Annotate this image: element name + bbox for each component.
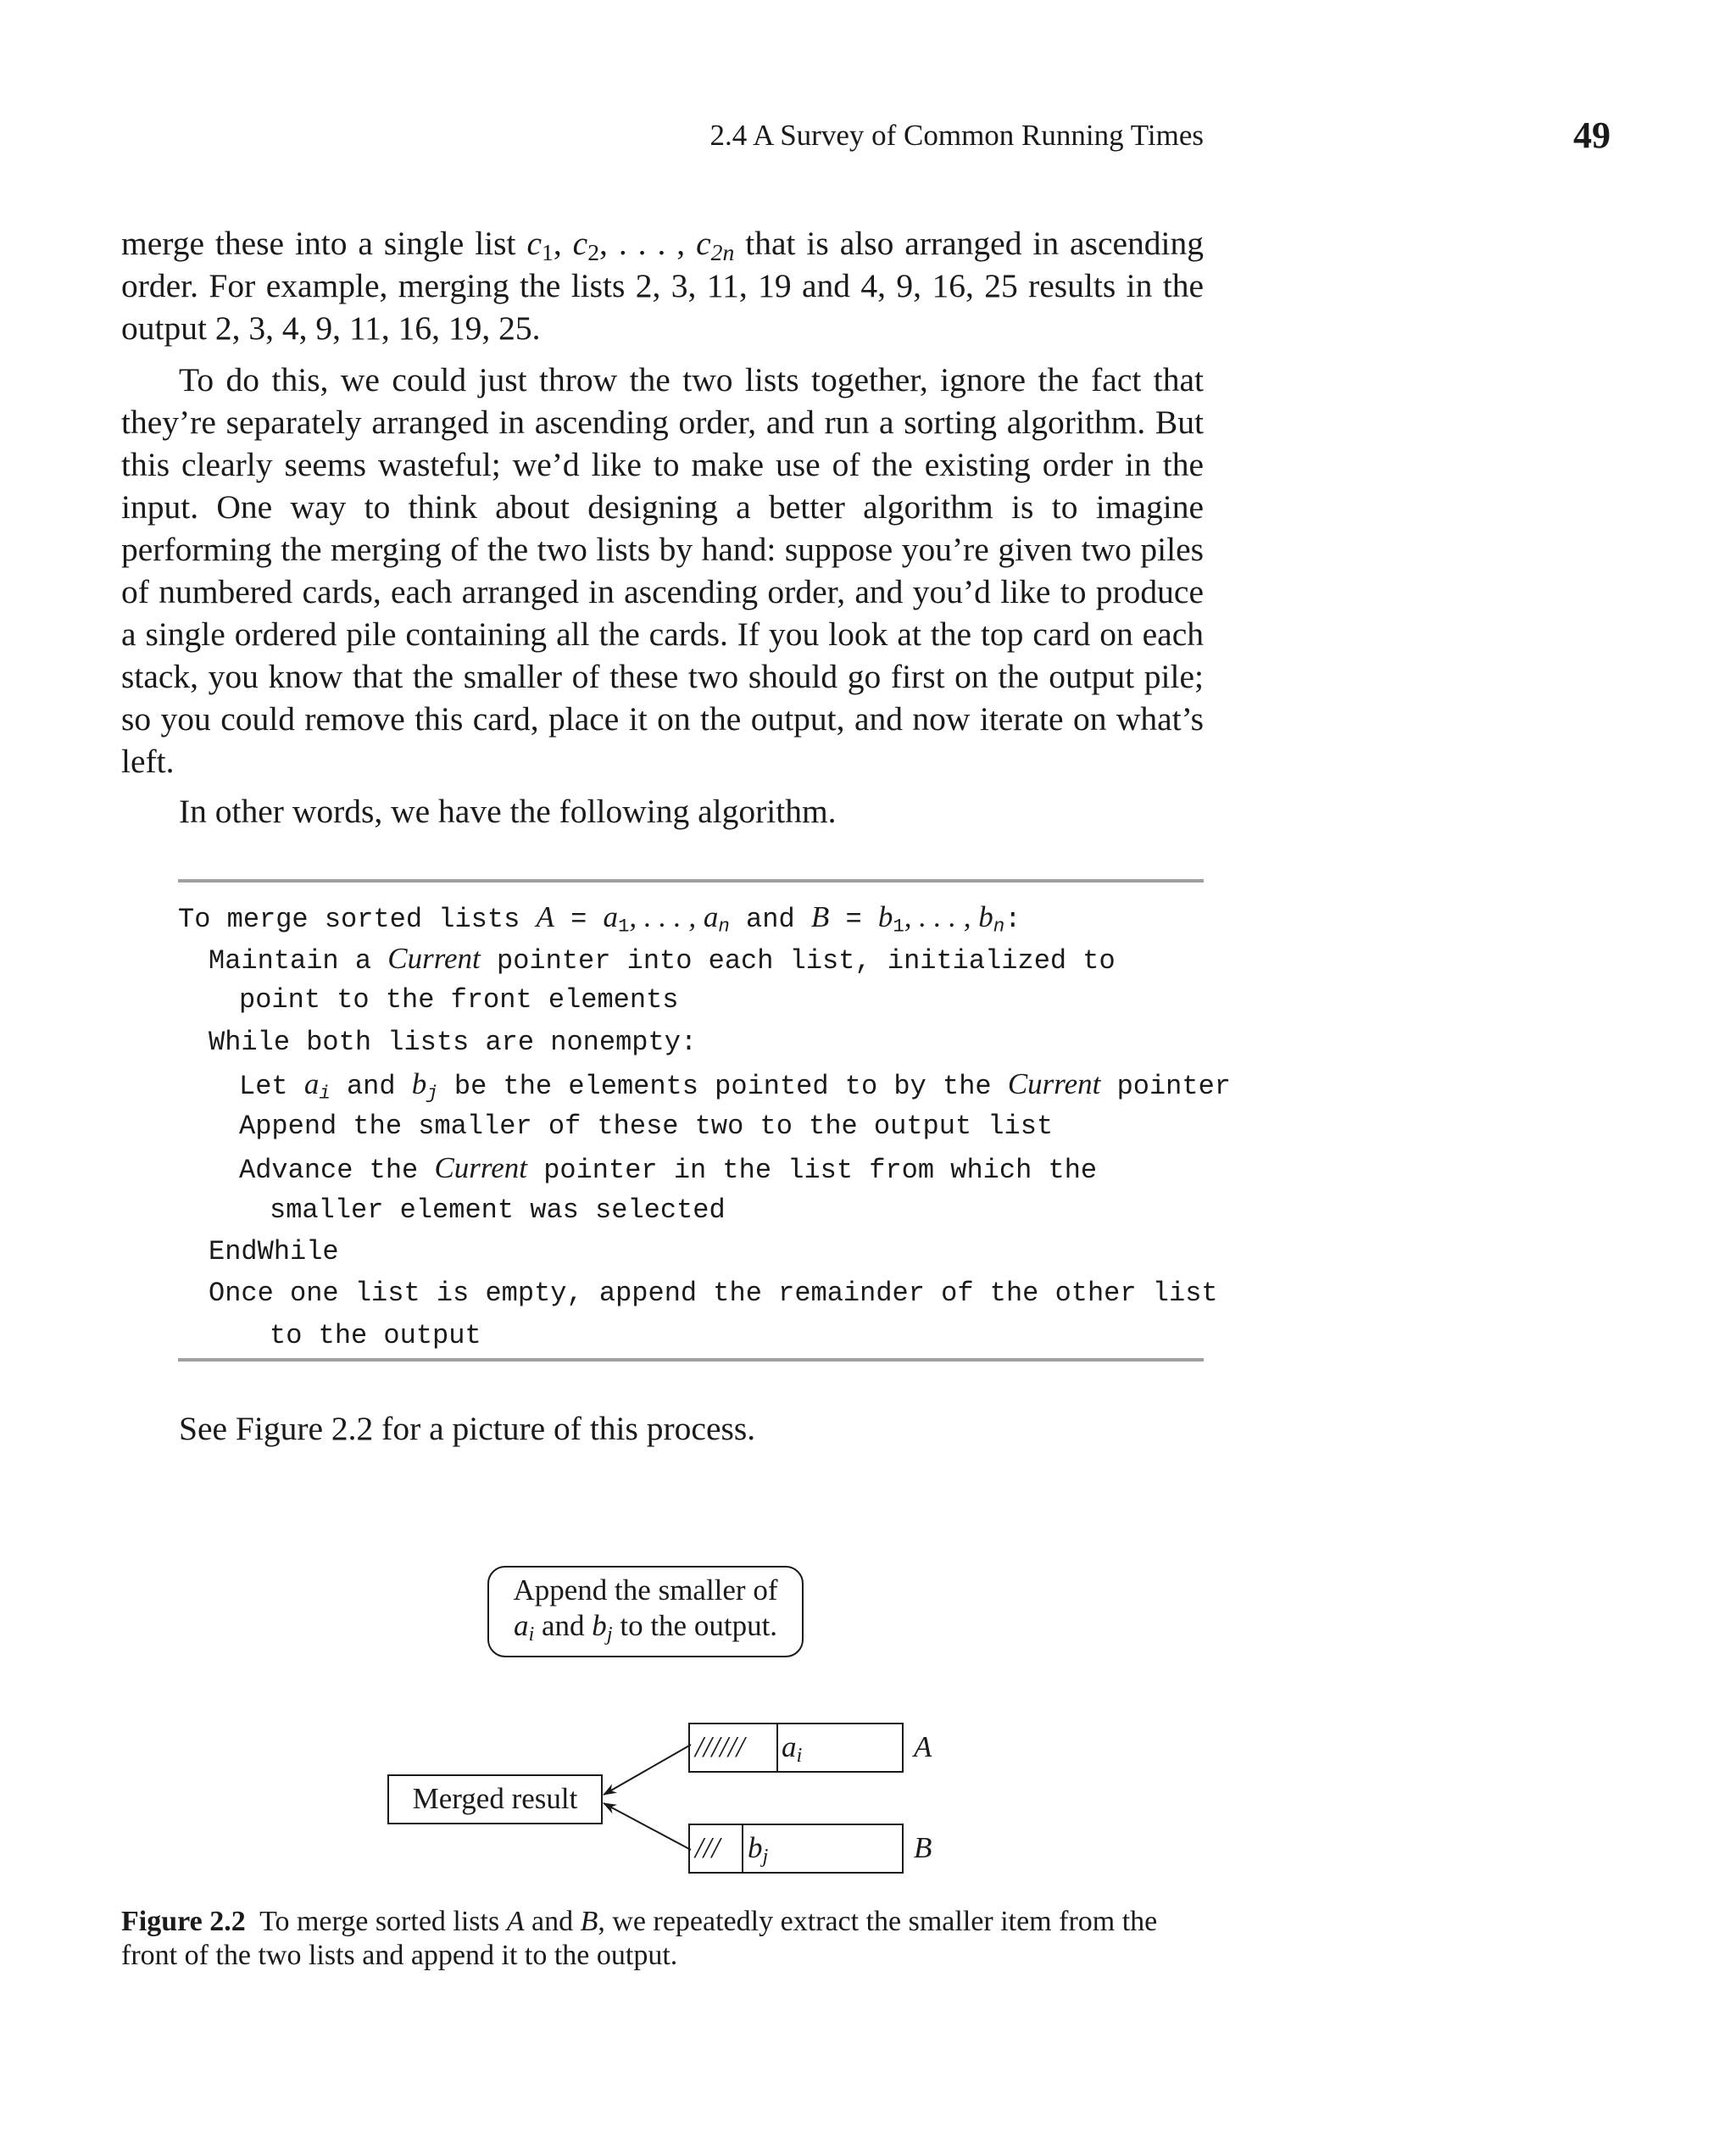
list-a-current-element: $a_i$	[782, 1730, 803, 1768]
paragraph-algorithm-intro: In other words, we have the following algorithm.	[179, 793, 837, 830]
algorithm-line-once: Once one list is empty, append the remainder of the other list	[209, 1278, 1218, 1309]
algorithm-line-header: To merge sorted lists $A = a_1$, . . . , $a_n$ and $B = b_1$, . . . , $b_n$:	[178, 900, 1021, 938]
list-b-consumed-hatch: ///	[695, 1831, 721, 1864]
arrow-from-list-a	[604, 1745, 691, 1795]
algorithm-line-front: point to the front elements	[239, 984, 679, 1016]
algorithm-line-maintain: Maintain a Current pointer into each list, initialized to	[209, 942, 1116, 977]
paragraph-merge-intro: merge these into a single list $c_1$, $c_2$, . . . , $c_{2n}$ that is also arranged in ascending order. For example, merging the lists 2, 3, 11, 19 and 4, 9, 16, 25 results in the output 2, 3, 4, 9, 11, 16, 19, 25.	[121, 225, 1205, 347]
list-b-current-element: $b_j$	[748, 1831, 769, 1868]
algorithm-line-endwhile: EndWhile	[209, 1236, 339, 1267]
merged-result-label: Merged result	[412, 1782, 578, 1815]
algorithm-line-advance: Advance the Current pointer in the list from which the	[239, 1151, 1098, 1186]
running-header: 2.4 A Survey of Common Running Times	[709, 119, 1204, 152]
paragraph-figure-reference: See Figure 2.2 for a picture of this process.	[179, 1410, 756, 1447]
algorithm-line-output: to the output	[270, 1320, 481, 1351]
list-a-name: A	[914, 1730, 932, 1763]
list-b-name: B	[914, 1831, 932, 1864]
arrow-from-list-b	[604, 1803, 691, 1850]
algorithm-line-append: Append the smaller of these two to the output list	[239, 1111, 1054, 1142]
page-number: 49	[1573, 114, 1611, 156]
algorithm-line-while: While both lists are nonempty:	[209, 1027, 698, 1058]
list-a-consumed-hatch: //////	[695, 1730, 745, 1763]
paragraph-merge-idea: To do this, we could just throw the two lists together, ignore the fact that they’re separately arranged in ascending order, and run a sorting algorithm. But this clearly seems wasteful; we’d like to make use of the existing order in the input. One way to think about designing a better algorithm is to imagine performing the merging of the two lists by hand: suppose you’re given two piles of numbered cards, each arranged in ascending order, and you’d like to produce a single ordered pile containing all the cards. If you look at the top card on each stack, you know that the smaller of these two should go first on the output pile; so you could remove this card, place it on the output, and now iterate on what’s left.	[121, 361, 1204, 780]
list-b-box	[689, 1824, 903, 1873]
algorithm-line-let: Let $a_i$ and $b_j$ be the elements pointed to by the Current pointer	[239, 1067, 1231, 1105]
algorithm-line-selected: smaller element was selected	[270, 1195, 726, 1226]
figure-caption: Figure 2.2 To merge sorted lists A and B, we repeatedly extract the smaller item from the front of the two lists and append it to the output.	[121, 1906, 1158, 1971]
callout-line-2: $a_i$ and $b_j$ to the output.	[513, 1609, 778, 1646]
callout-line-1: Append the smaller of	[513, 1573, 778, 1607]
